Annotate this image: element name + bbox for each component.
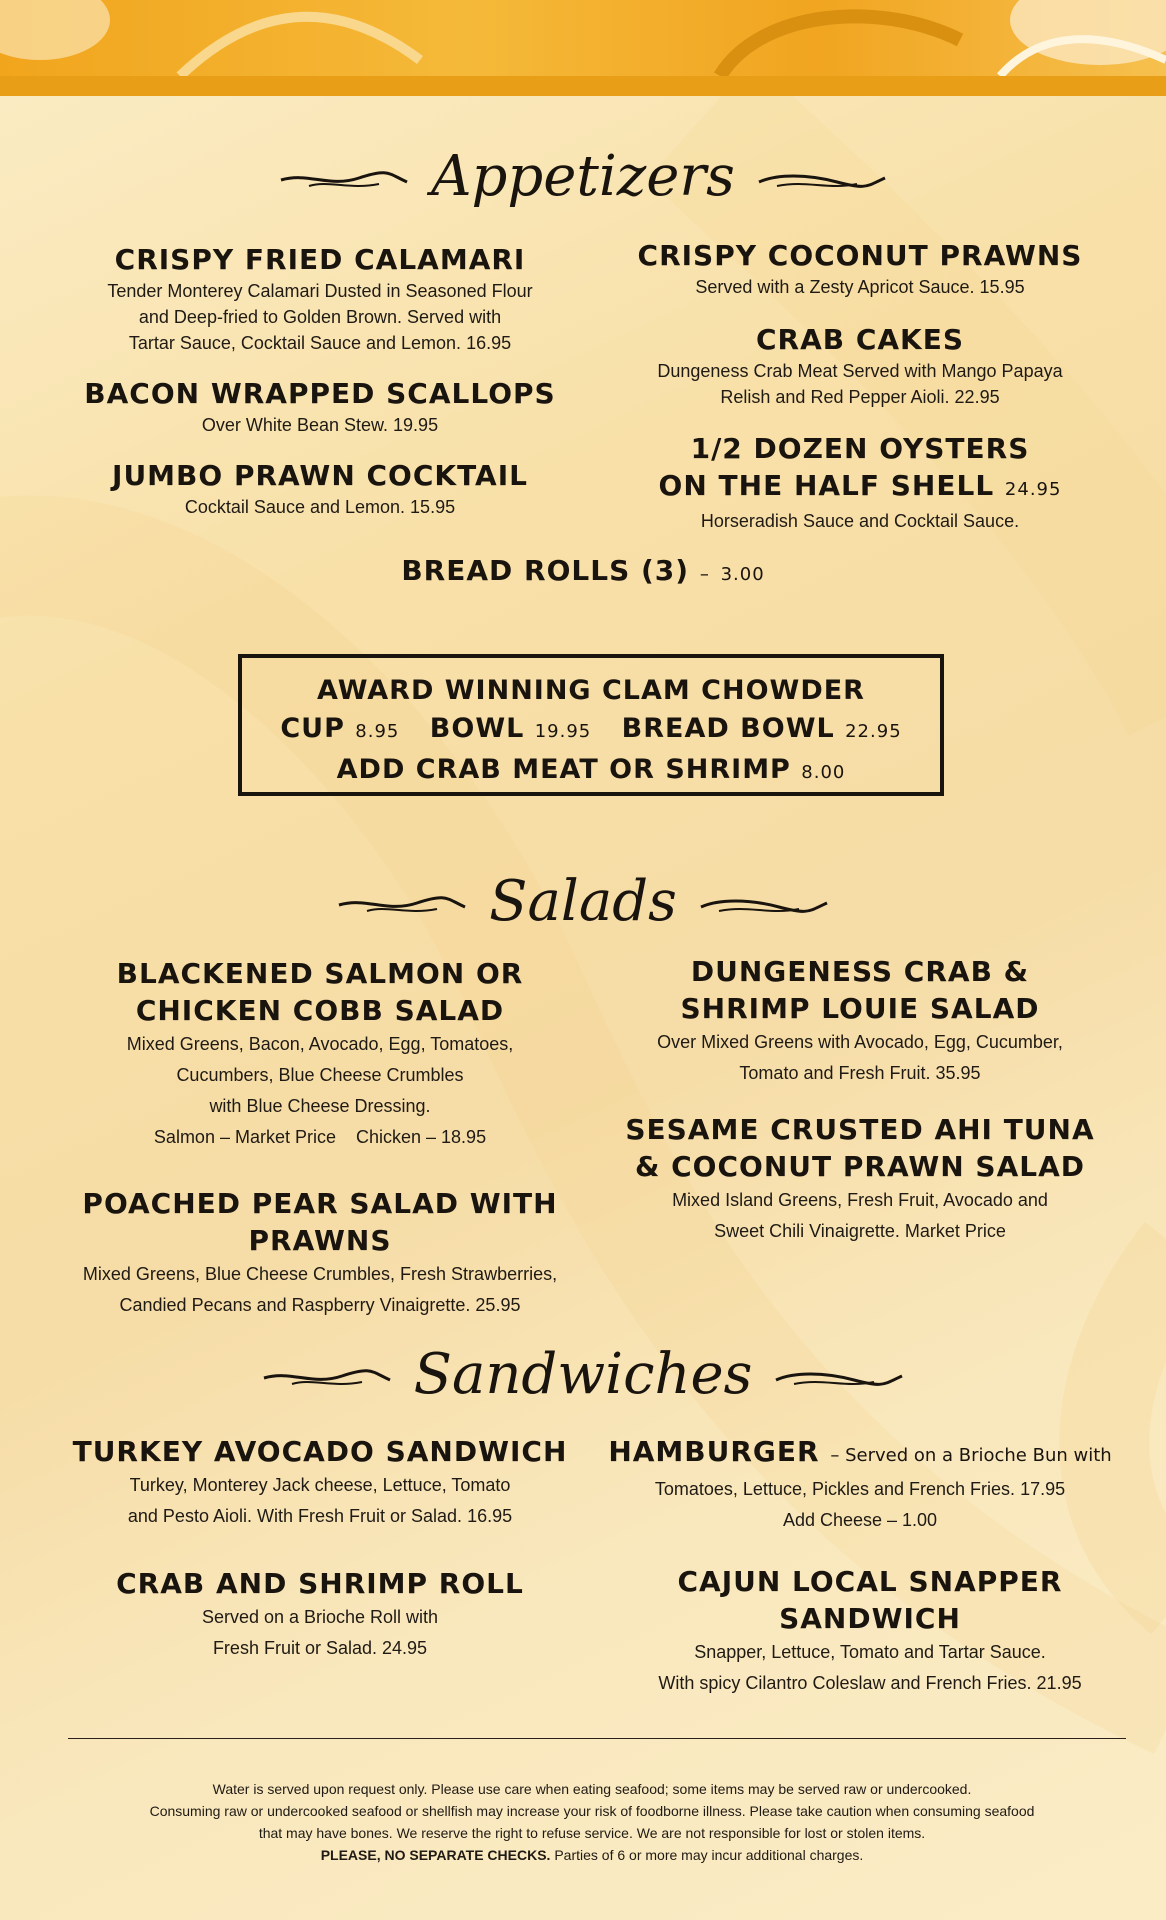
item-desc: Tomato and Fresh Fruit. <box>739 1063 931 1083</box>
menu-item-scallops <box>40 375 600 438</box>
item-desc: Turkey, Monterey Jack cheese, Lettuce, Tomato <box>129 1475 511 1495</box>
item-name: CRISPY FRIED CALAMARI <box>114 243 526 276</box>
item-desc: Mixed Greens, Blue Cheese Crumbles, Fresh Strawberries, <box>82 1264 558 1284</box>
chowder-title: AWARD WINNING CLAM CHOWDER <box>317 675 865 706</box>
menu-item-crab-cakes <box>600 321 1120 410</box>
banner-band <box>0 76 1166 96</box>
item-desc: Candied Pecans and Raspberry Vinaigrette. <box>119 1295 471 1315</box>
salads-title: Salads <box>489 869 677 934</box>
item-name: ON THE HALF SHELL <box>658 469 995 502</box>
sandwiches-heading <box>0 1330 1166 1420</box>
item-price: 21.95 <box>1036 1673 1082 1693</box>
item-name: CHICKEN COBB SALAD <box>135 994 505 1027</box>
item-name: TURKEY AVOCADO SANDWICH <box>72 1435 568 1468</box>
item-desc: Sweet Chili Vinaigrette. <box>714 1221 900 1241</box>
item-desc: Tender Monterey Calamari Dusted in Seasoned Flour <box>107 281 533 301</box>
footer-bold-notice: PLEASE, NO SEPARATE CHECKS. <box>320 1847 551 1863</box>
appetizers-title: Appetizers <box>431 144 735 209</box>
chowder-bowl-label: BOWL <box>429 713 525 744</box>
item-desc: Snapper, Lettuce, Tomato and Tartar Sauce. <box>694 1642 1046 1662</box>
item-name: HAMBURGER <box>608 1435 820 1468</box>
item-name: 1/2 DOZEN OYSTERS <box>690 432 1030 465</box>
item-separator: – <box>699 564 710 585</box>
chowder-cup-label: CUP <box>280 713 345 744</box>
item-desc: Tartar Sauce, Cocktail Sauce and Lemon. <box>128 333 462 353</box>
item-price: 25.95 <box>475 1295 521 1315</box>
footer-line: Water is served upon request only. Please use care when eating seafood; some items may be served raw or undercooked. <box>212 1781 972 1797</box>
item-price: Salmon – Market Price Chicken – 18.95 <box>153 1127 487 1147</box>
item-desc: Mixed Island Greens, Fresh Fruit, Avocado and <box>672 1190 1048 1210</box>
menu-item-ahi-salad <box>600 1111 1120 1247</box>
item-desc: Served on a Brioche Roll with <box>201 1607 439 1627</box>
chowder-cup-price: 8.95 <box>355 721 400 742</box>
footer-divider <box>68 1738 1126 1739</box>
chowder-add-price: 8.00 <box>801 762 846 783</box>
clam-chowder-box <box>238 654 944 796</box>
item-desc: Relish and Red Pepper Aioli. <box>720 387 950 407</box>
item-name: CAJUN LOCAL SNAPPER SANDWICH <box>677 1565 1063 1635</box>
item-desc: and Pesto Aioli. With Fresh Fruit or Salad. <box>127 1506 463 1526</box>
footer-line: Parties of 6 or more may incur additional charges. <box>554 1847 864 1863</box>
wave-ornament-left <box>279 170 409 192</box>
menu-item-prawn-cocktail <box>40 457 600 520</box>
wave-ornament-right <box>774 1368 904 1390</box>
item-desc: Cocktail Sauce and Lemon. <box>184 497 406 517</box>
item-name: POACHED PEAR SALAD WITH PRAWNS <box>82 1187 558 1257</box>
footer-line: that may have bones. We reserve the right to refuse service. We are not responsible for lost or stolen items. <box>258 1825 926 1841</box>
item-name: CRAB AND SHRIMP ROLL <box>116 1567 524 1600</box>
item-desc: Over White Bean Stew. <box>201 415 389 435</box>
item-desc: Fresh Fruit or Salad. <box>212 1638 377 1658</box>
item-name: & COCONUT PRAWN SALAD <box>634 1150 1086 1183</box>
chowder-bowl-price: 19.95 <box>534 721 592 742</box>
item-price: 35.95 <box>935 1063 981 1083</box>
item-desc: With spicy Cilantro Coleslaw and French Fries. <box>658 1673 1032 1693</box>
appetizers-heading <box>0 132 1166 222</box>
item-desc: Dungeness Crab Meat Served with Mango Papaya <box>657 361 1063 381</box>
wave-ornament-right <box>757 170 887 192</box>
item-price: 15.95 <box>410 497 456 517</box>
item-price: 19.95 <box>393 415 439 435</box>
menu-item-crab-roll <box>40 1565 600 1664</box>
item-desc: Cucumbers, Blue Cheese Crumbles <box>176 1065 464 1085</box>
menu-item-oysters <box>600 430 1120 534</box>
item-price: 24.95 <box>1004 479 1062 500</box>
item-desc: and Deep-fried to Golden Brown. Served with <box>138 307 502 327</box>
footer-line: Consuming raw or undercooked seafood or shellfish may increase your risk of foodborne illness. Please take caution when consuming seafood <box>149 1803 1035 1819</box>
item-price: 15.95 <box>979 277 1025 297</box>
item-name: DUNGENESS CRAB & <box>690 955 1030 988</box>
item-desc: Horseradish Sauce and Cocktail Sauce. <box>700 511 1020 531</box>
item-price: 17.95 <box>1020 1479 1066 1499</box>
menu-item-coconut-prawns <box>600 237 1120 300</box>
item-desc: – Served on a Brioche Bun with <box>830 1445 1112 1466</box>
wave-ornament-left <box>337 895 467 917</box>
item-name: SHRIMP LOUIE SALAD <box>680 992 1040 1025</box>
item-name: BREAD ROLLS (3) <box>401 554 690 587</box>
banner-pattern <box>0 0 1166 76</box>
item-name: CRAB CAKES <box>755 323 965 356</box>
item-price: 16.95 <box>466 333 512 353</box>
item-name: CRISPY COCONUT PRAWNS <box>637 239 1083 272</box>
menu-item-louie-salad <box>600 953 1120 1089</box>
item-name: BACON WRAPPED SCALLOPS <box>84 377 556 410</box>
item-desc: Tomatoes, Lettuce, Pickles and French Fries. <box>654 1479 1016 1499</box>
item-desc: Over Mixed Greens with Avocado, Egg, Cucumber, <box>657 1032 1063 1052</box>
menu-item-pear-salad <box>30 1185 610 1321</box>
menu-item-cobb-salad <box>40 955 600 1153</box>
menu-item-bread-rolls <box>300 552 866 593</box>
chowder-add-label: ADD CRAB MEAT OR SHRIMP <box>336 754 791 785</box>
wave-ornament-right <box>699 895 829 917</box>
item-name: BLACKENED SALMON OR <box>116 957 524 990</box>
chowder-bread-bowl-label: BREAD BOWL <box>621 713 835 744</box>
item-price: 22.95 <box>954 387 1000 407</box>
item-price: 3.00 <box>720 564 765 585</box>
item-name: SESAME CRUSTED AHI TUNA <box>625 1113 1095 1146</box>
item-price: 16.95 <box>467 1506 513 1526</box>
menu-item-turkey-sandwich <box>40 1433 600 1532</box>
item-name: JUMBO PRAWN COCKTAIL <box>112 459 528 492</box>
sandwiches-title: Sandwiches <box>413 1342 753 1407</box>
chowder-bread-bowl-price: 22.95 <box>845 721 902 742</box>
item-desc: Mixed Greens, Bacon, Avocado, Egg, Tomatoes, <box>126 1034 514 1054</box>
menu-item-snapper-sandwich <box>600 1563 1140 1699</box>
item-desc: Served with a Zesty Apricot Sauce. <box>695 277 975 297</box>
item-addon: Add Cheese – 1.00 <box>782 1510 938 1530</box>
footer-disclaimer <box>60 1778 1124 1866</box>
salads-heading <box>0 857 1166 947</box>
menu-item-calamari <box>40 241 600 356</box>
item-price: Market Price <box>904 1221 1006 1241</box>
wave-ornament-left <box>262 1368 392 1390</box>
item-desc: with Blue Cheese Dressing. <box>209 1096 431 1116</box>
menu-item-hamburger <box>600 1433 1120 1536</box>
item-price: 24.95 <box>382 1638 428 1658</box>
